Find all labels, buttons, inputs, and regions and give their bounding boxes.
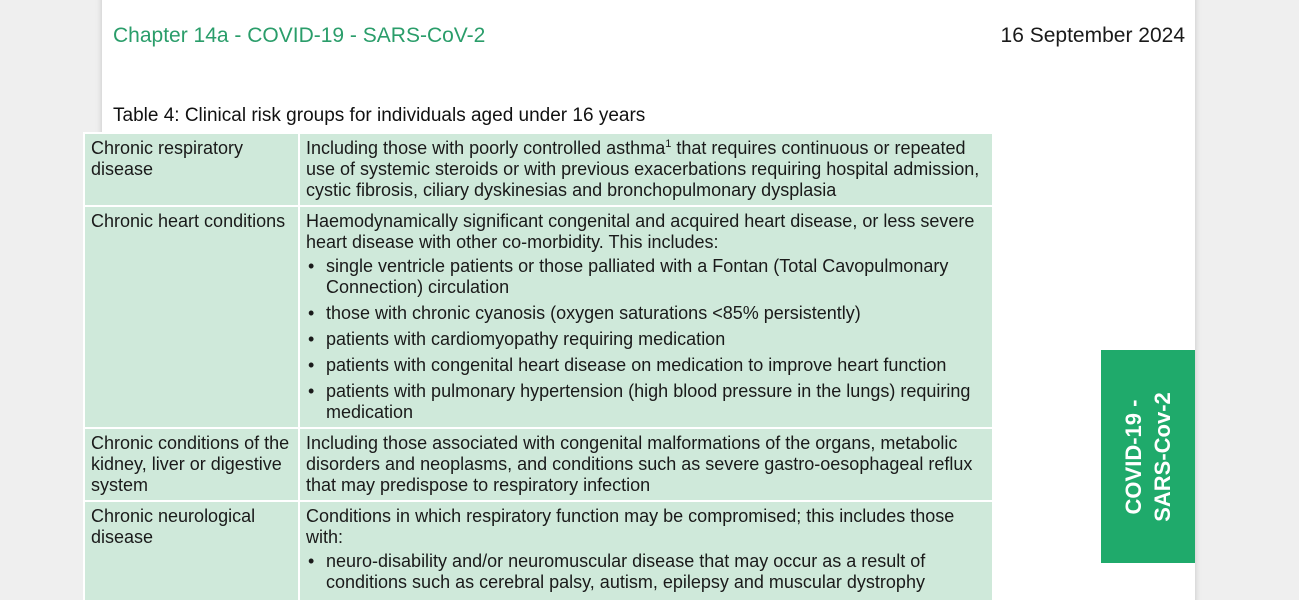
description-cell: Including those associated with congenital malformations of the organs, metabolic disorders and neoplasms, and conditions such as severe gastro-oesophageal reflux that may predispose to respiratory infection — [299, 428, 993, 501]
side-tab-label — [1119, 392, 1177, 522]
list-item: • patients with pulmonary hypertension (high blood pressure in the lungs) requiring medication — [306, 381, 986, 423]
description-text: Conditions in which respiratory function may be compromised; this includes those with: — [306, 506, 955, 547]
description-text: that requires continuous or repeated use of systemic steroids or with previous exacerbations requiring hospital admission, cystic fibrosis, ciliary dyskinesias and bronchopulmonary dysplasia — [306, 138, 980, 200]
clinical-risk-table — [83, 132, 994, 600]
list-item: • single ventricle patients or those palliated with a Fontan (Total Cavopulmonary Connection) circulation — [306, 256, 986, 298]
side-tab-line: COVID-19 - — [1121, 399, 1146, 514]
condition-cell: Chronic respiratory disease — [84, 133, 299, 206]
table-row — [84, 133, 993, 206]
footnote-marker[interactable]: 1 — [665, 138, 672, 150]
description-text: Haemodynamically significant congenital and acquired heart disease, or less severe heart disease with other co-morbidity. This includes: — [306, 211, 975, 252]
bullet-list — [306, 256, 986, 423]
bullet-list — [306, 551, 986, 593]
table-row — [84, 501, 993, 600]
description-cell — [299, 206, 993, 428]
description-text: Including those with poorly controlled asthma — [306, 138, 666, 158]
list-item: • neuro-disability and/or neuromuscular disease that may occur as a result of conditions such as cerebral palsy, autism, epilepsy and muscular dystrophy — [306, 551, 986, 593]
condition-cell: Chronic conditions of the kidney, liver or digestive system — [84, 428, 299, 501]
list-item: • patients with congenital heart disease on medication to improve heart function — [306, 355, 986, 376]
list-item: • patients with cardiomyopathy requiring medication — [306, 329, 986, 350]
side-tab-line: SARS-Cov-2 — [1150, 391, 1175, 522]
condition-cell: Chronic neurological disease — [84, 501, 299, 600]
condition-cell: Chronic heart conditions — [84, 206, 299, 428]
description-cell — [299, 133, 993, 206]
chapter-title: Chapter 14a - COVID-19 - SARS-CoV-2 — [113, 24, 486, 47]
table-row — [84, 206, 993, 428]
chapter-side-tab[interactable] — [1101, 350, 1195, 563]
publication-date: 16 September 2024 — [1000, 24, 1185, 47]
table-row — [84, 428, 993, 501]
list-item: • those with chronic cyanosis (oxygen saturations <85% persistently) — [306, 303, 986, 324]
table-title: Table 4: Clinical risk groups for individuals aged under 16 years — [113, 105, 646, 126]
description-cell — [299, 501, 993, 600]
